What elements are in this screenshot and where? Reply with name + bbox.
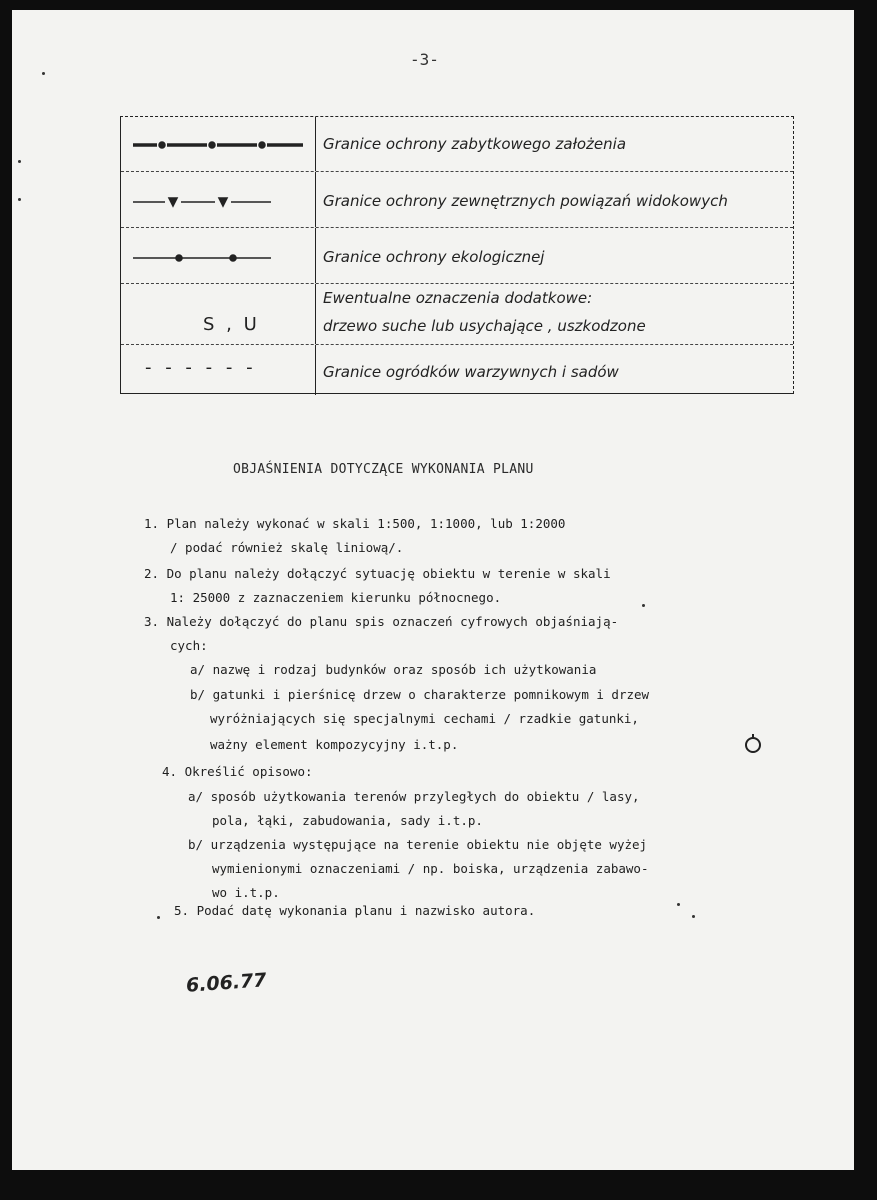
legend-label-heritage: Granice ochrony zabytkowego założenia [323,135,627,153]
handwritten-date: 6.06.77 [185,969,268,997]
instruction-line: 1. Plan należy wykonać w skali 1:500, 1:1000, lub 1:2000 [144,516,566,531]
instruction-line: 4. Określić opisowo: [162,764,313,779]
instruction-line: 2. Do planu należy dołączyć sytuację obiektu w terenie w skali [144,566,611,581]
instruction-line: 3. Należy dołączyć do planu spis oznaczeń cyfrowych objaśniają- [144,614,619,629]
speck [42,72,45,75]
stamp-mark-icon [742,732,764,756]
legend-row-ecology [121,228,793,284]
instruction-line: a/ sposób użytkowania terenów przyległych do obiektu / lasy, [188,789,640,804]
instruction-line: pola, łąki, zabudowania, sady i.t.p. [212,813,483,828]
legend-symbol-triangle-line [121,172,316,227]
legend-row-views [121,172,793,228]
instruction-line: cych: [170,638,208,653]
legend-label-gardens: Granice ogródków warzywnych i sadów [323,363,619,381]
instruction-line: wyróżniających się specjalnymi cechami / rzadkie gatunki, [210,711,639,726]
speck [677,903,680,906]
instruction-line: b/ urządzenia występujące na terenie obiektu nie objęte wyżej [188,837,648,852]
legend-symbol-su-text: S , U [203,314,260,335]
speck [157,916,160,919]
legend-table [120,116,794,394]
instruction-line: 1: 25000 z zaznaczeniem kierunku północnego. [170,590,502,605]
legend-row-heritage [121,117,793,172]
speck [18,160,21,163]
instruction-line: a/ nazwę i rodzaj budynków oraz sposób ich użytkowania [190,662,597,677]
legend-symbol-dashed-line [121,345,316,395]
instruction-line: wymienionymi oznaczeniami / np. boiska, urządzenia zabawo- [212,861,649,876]
legend-symbol-dashed-text: - - - - - - [145,357,257,378]
section-title: OBJAŚNIENIA DOTYCZĄCE WYKONANIA PLANU [233,462,534,477]
page-number: -3- [410,50,439,69]
instruction-line: wo i.t.p. [212,885,280,900]
legend-label-additional-desc: drzewo suche lub usychające , uszkodzone [323,317,646,335]
legend-row-gardens [121,345,793,395]
legend-label-additional-title: Ewentualne oznaczenia dodatkowe: [323,289,593,307]
legend-label-views: Granice ochrony zewnętrznych powiązań widokowych [323,192,728,210]
instruction-line: / podać również skalę liniową/. [170,540,404,555]
document-page [12,10,854,1170]
legend-symbol-line-dot [121,228,316,283]
instruction-line: ważny element kompozycyjny i.t.p. [210,737,459,752]
legend-label-ecology: Granice ochrony ekologicznej [323,248,545,266]
speck [692,915,695,918]
instruction-line: 5. Podać datę wykonania planu i nazwisko autora. [174,903,536,918]
instruction-line: b/ gatunki i pierśnicę drzew o charakterze pomnikowym i drzew [190,687,650,702]
speck [642,604,645,607]
legend-symbol-dash-dot-thick [121,117,316,171]
legend-symbol-su [121,284,316,344]
speck [18,198,21,201]
legend-row-additional [121,284,793,345]
